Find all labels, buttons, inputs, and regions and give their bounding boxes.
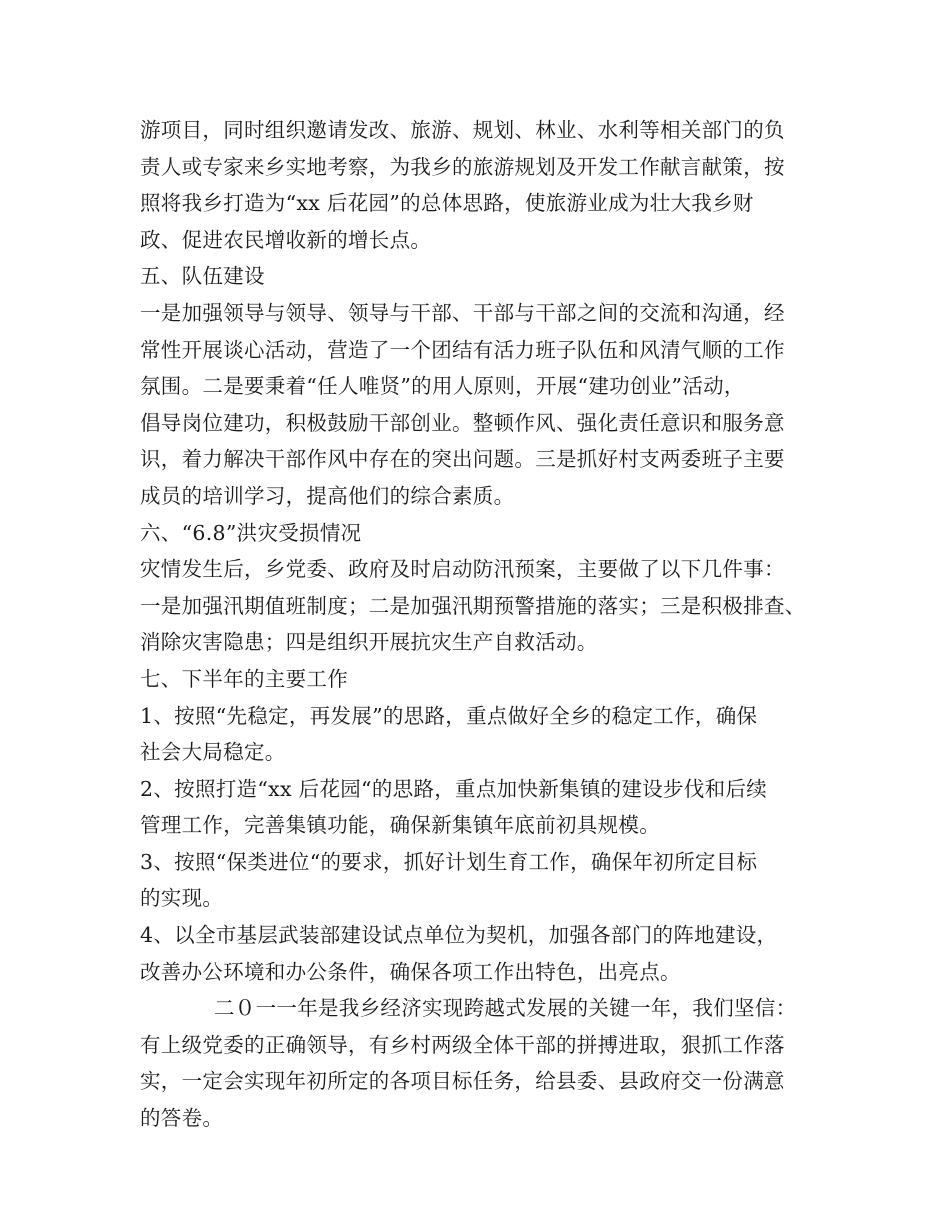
closing-paragraph-line: 的答卷。 xyxy=(140,1106,224,1131)
list-item-line: 管理工作，完善集镇功能，确保新集镇年底前初具规模。 xyxy=(140,813,660,838)
paragraph-line: 倡导岗位建功，积极鼓励干部创业。整顿作风、强化责任意识和服务意 xyxy=(140,410,785,435)
list-item-line: 1、按照“先稳定，再发展”的思路，重点做好全乡的稳定工作，确保 xyxy=(140,703,758,728)
section-heading-second-half-work: 七、下半年的主要工作 xyxy=(140,666,348,691)
paragraph-line: 成员的培训学习，提高他们的综合素质。 xyxy=(140,483,515,508)
paragraph-line: 政、促进农民增收新的增长点。 xyxy=(140,227,432,252)
list-item-line: 4、以全市基层武装部建设试点单位为契机，加强各部门的阵地建设， xyxy=(140,923,778,948)
paragraph-line: 一是加强领导与领导、领导与干部、干部与干部之间的交流和沟通，经 xyxy=(140,300,785,325)
paragraph-line: 责人或专家来乡实地考察，为我乡的旅游规划及开发工作献言献策，按 xyxy=(140,154,785,179)
closing-paragraph-line: 有上级党委的正确领导，有乡村两级全体干部的拼搏进取，狠抓工作落 xyxy=(140,1032,785,1057)
paragraph-line: 氛围。二是要秉着“任人唯贤”的用人原则，开展“建功创业”活动， xyxy=(140,374,745,399)
paragraph-line: 识，着力解决干部作风中存在的突出问题。三是抓好村支两委班子主要 xyxy=(140,447,785,472)
section-heading-team-building: 五、队伍建设 xyxy=(140,264,265,289)
paragraph-line: 照将我乡打造为“xx 后花园”的总体思路，使旅游业成为壮大我乡财 xyxy=(140,191,754,216)
closing-paragraph-line: 二０一一年是我乡经济实现跨越式发展的关键一年，我们坚信： xyxy=(214,996,797,1021)
paragraph-line: 游项目，同时组织邀请发改、旅游、规划、林业、水利等相关部门的负 xyxy=(140,118,785,142)
list-item-line: 社会大局稳定。 xyxy=(140,740,286,765)
closing-paragraph-line: 实，一定会实现年初所定的各项目标任务，给县委、县政府交一份满意 xyxy=(140,1069,785,1094)
list-item-line: 的实现。 xyxy=(140,886,224,911)
paragraph-line: 常性开展谈心活动，营造了一个团结有活力班子队伍和风清气顺的工作 xyxy=(140,337,785,362)
paragraph-line: 消除灾害隐患；四是组织开展抗灾生产自救活动。 xyxy=(140,630,598,655)
section-heading-flood-damage: 六、“6.8”洪灾受损情况 xyxy=(140,520,362,545)
list-item-line: 2、按照打造“xx 后花园“的思路，重点加快新集镇的建设步伐和后续 xyxy=(140,776,768,801)
document-body xyxy=(140,112,830,1137)
list-item-line: 改善办公环境和办公条件，确保各项工作出特色，出亮点。 xyxy=(140,959,681,984)
paragraph-line: 灾情发生后，乡党委、政府及时启动防汛预案，主要做了以下几件事： xyxy=(140,557,785,582)
list-item-line: 3、按照“保类进位“的要求，抓好计划生育工作，确保年初所定目标 xyxy=(140,849,758,874)
paragraph-line: 一是加强汛期值班制度；二是加强汛期预警措施的落实；三是积极排查、 xyxy=(140,593,806,618)
